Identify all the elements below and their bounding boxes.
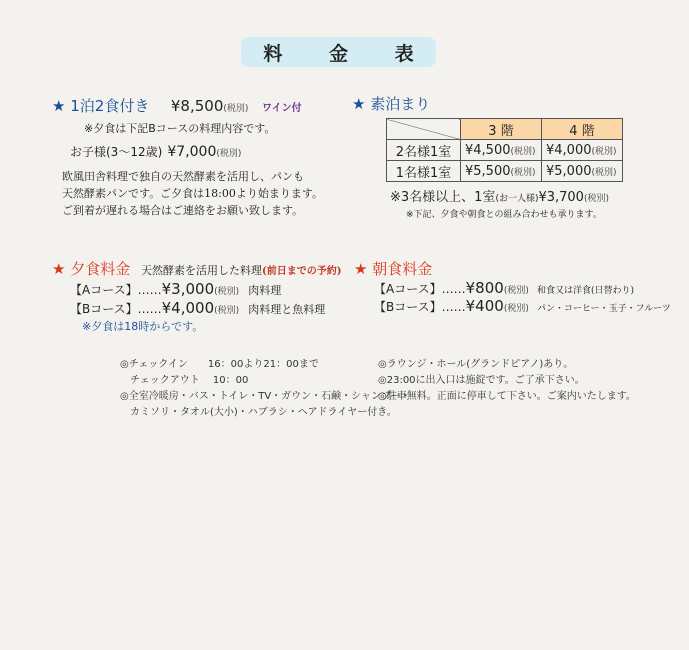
course-tax: (税別) (503, 286, 529, 296)
row-label: 1名様1室 (387, 161, 461, 182)
room-price-table (386, 118, 623, 182)
child-tax: (税別) (216, 149, 242, 159)
info-line: チェックアウト 10：00 (120, 375, 249, 386)
course-label: 【Aコース】…… (70, 283, 162, 297)
one-night-price: ¥8,500 (170, 97, 224, 115)
child-label: お子様(3〜12歳) (70, 145, 163, 159)
price-value: ¥5,000 (546, 163, 592, 179)
dinner-course-b (70, 298, 325, 317)
table-header-row (387, 119, 623, 140)
tax-label: (税別) (591, 146, 617, 157)
price-cell (461, 140, 542, 161)
course-description: 肉料理 (248, 284, 282, 297)
dinner-heading-row (52, 258, 342, 279)
dinner-reservation-note: (前日までの予約) (262, 266, 342, 277)
breakfast-course-b (374, 296, 671, 315)
star-icon: ★ (52, 260, 66, 278)
child-row (70, 141, 241, 160)
one-night-note: ※夕食は下記Bコースの料理内容です。 (84, 122, 276, 135)
course-description: パン・コーヒー・玉子・フルーツ (536, 304, 671, 314)
dinner-time-note: ※夕食は18時からです。 (82, 320, 204, 333)
dinner-heading: 夕食料金 (70, 260, 131, 278)
course-label: 【Bコース】…… (70, 302, 162, 316)
wine-badge: ワイン付 (261, 103, 302, 114)
price-value: ¥4,500 (465, 142, 511, 158)
room-price-table-wrap (386, 118, 623, 182)
page-title: 料 金 表 (263, 42, 434, 65)
course-price: ¥4,000 (161, 299, 215, 317)
header-floor-4: 4 階 (542, 119, 623, 140)
course-description: 和食又は洋食(日替わり) (536, 286, 634, 296)
breakfast-heading-row (354, 258, 432, 279)
description-line: 天然酵素パンです。ご夕食は18:00より始まります。 (62, 187, 323, 200)
sudomari-combo-note: ※下記、夕食や朝食との組み合わせも承ります。 (406, 210, 602, 220)
tax-label: (税別) (510, 146, 536, 157)
star-icon: ★ (352, 95, 366, 113)
tax-label: (税別) (510, 167, 536, 178)
course-tax: (税別) (214, 287, 240, 297)
title-banner (241, 37, 436, 67)
info-line: ◎23:00に出入口は施錠です。ご了承下さい。 (378, 375, 585, 386)
info-left (120, 357, 411, 421)
table-row (387, 140, 623, 161)
table-row (387, 161, 623, 182)
description-line: 欧風田舎料理で独自の天然酵素を活用し、パンも (62, 170, 304, 183)
breakfast-course-a (374, 278, 634, 297)
price-value: ¥4,000 (546, 142, 592, 158)
price-value: ¥5,500 (465, 163, 511, 179)
course-price: ¥400 (465, 297, 504, 315)
sudomari-heading-row (352, 93, 430, 114)
course-label: 【Aコース】…… (374, 282, 466, 296)
course-label: 【Bコース】…… (374, 300, 466, 314)
dinner-course-a (70, 279, 281, 298)
breakfast-heading: 朝食料金 (372, 260, 433, 278)
one-night-heading: 1泊2食付き (70, 97, 150, 115)
sudomari-heading: 素泊まり (370, 95, 431, 113)
group-note-main: ※3名様以上、1室 (390, 190, 496, 205)
course-description: 肉料理と魚料理 (248, 303, 326, 316)
one-night-tax: (税別) (223, 104, 249, 114)
table-corner-cell (387, 119, 461, 140)
sudomari-group-note (390, 186, 609, 205)
row-label: 2名様1室 (387, 140, 461, 161)
price-cell (461, 161, 542, 182)
one-night-heading-row (52, 95, 302, 116)
price-cell (542, 140, 623, 161)
price-cell (542, 161, 623, 182)
group-note-price: ¥3,700 (538, 190, 584, 205)
group-note-tax: (税別) (583, 194, 609, 204)
tax-label: (税別) (591, 167, 617, 178)
star-icon: ★ (52, 97, 66, 115)
info-line: ◎チェックイン 16：00より21：00まで (120, 359, 319, 370)
info-line: ◎全室冷暖房・バス・トイレ・TV・ガウン・石鹸・シャンプー・ (120, 391, 411, 402)
info-line: カミソリ・タオル(大小)・ハブラシ・ヘアドライヤー付き。 (120, 407, 397, 418)
course-price: ¥3,000 (161, 280, 215, 298)
child-price: ¥7,000 (167, 144, 217, 160)
info-right (378, 357, 636, 405)
star-icon: ★ (354, 260, 368, 278)
course-tax: (税別) (214, 306, 240, 316)
group-note-per: (お一人様) (495, 194, 539, 204)
dinner-subheading: 天然酵素を活用した料理 (141, 264, 263, 277)
course-price: ¥800 (465, 279, 504, 297)
course-tax: (税別) (503, 304, 529, 314)
description-line: ご到着が遅れる場合はご連絡をお願い致します。 (62, 204, 304, 217)
info-line: ◎ラウンジ・ホール(グランドピアノ)あり。 (378, 359, 574, 370)
header-floor-3: 3 階 (461, 119, 542, 140)
info-line: ◎駐車無料。正面に停車して下さい。ご案内いたします。 (378, 391, 636, 402)
one-night-description (62, 168, 323, 219)
